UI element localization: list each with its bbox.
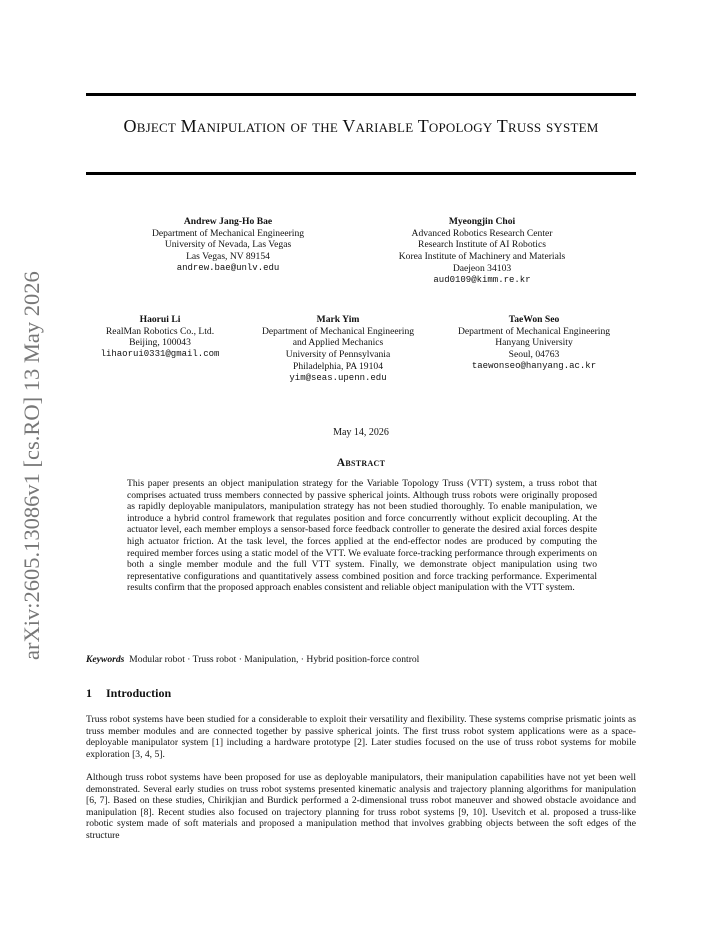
author-email[interactable]: aud0109@kimm.re.kr [433, 274, 531, 285]
author-affiliation: Department of Mechanical Engineering [151, 227, 305, 239]
body-paragraph: Although truss robot systems have been proposed for use as deployable manipulators, their manipulation capabilities have not yet been well demonstrated. Several early studies on truss robot systems presented kinematic analysis and trajectory planning algorithms for manipulation [6, 7]. Based on these studies, Chirikjian and Burdick performed a 2-dimensional truss robot maneuver and showed obstacle avoidance and manipulation [8]. Recent studies also focused on trajectory planning for truss robot systems [9, 10]. Usevitch et al. proposed a truss-like robotic system made of soft materials and proposed a manipulation method that involves grabbing objects between the soft edges of the structure [86, 772, 636, 841]
author-email[interactable]: yim@seas.upenn.edu [289, 372, 387, 383]
author-affiliation: University of Pennsylvania [285, 349, 391, 361]
author-name: Myeongjin Choi [448, 216, 516, 227]
author-affiliation: Research Institute of AI Robotics [418, 239, 546, 251]
author-li [80, 314, 240, 361]
keywords-line [86, 654, 636, 665]
author-name: TaeWon Seo [508, 314, 560, 325]
keywords-text: Modular robot · Truss robot · Manipulation, · Hybrid position-force control [129, 654, 420, 665]
author-affiliation: and Applied Mechanics [292, 337, 384, 349]
author-email[interactable]: taewonseo@hanyang.ac.kr [471, 360, 597, 371]
arxiv-identifier: arXiv:2605.13086v1 [cs.RO] 13 May 2026 [19, 271, 44, 661]
author-affiliation: Seoul, 04763 [508, 349, 560, 361]
author-email[interactable]: andrew.bae@unlv.edu [176, 262, 280, 273]
author-affiliation: Advanced Robotics Research Center [411, 227, 553, 239]
author-affiliation: Daejeon 34103 [452, 262, 512, 274]
keywords-label: Keywords [86, 654, 125, 665]
paper-title: Object Manipulation of the Variable Topology Truss system [123, 116, 599, 136]
author-choi [372, 216, 592, 286]
author-name: Andrew Jang-Ho Bae [183, 216, 273, 227]
author-affiliation: Philadelphia, PA 19104 [293, 360, 383, 372]
author-name: Haorui Li [139, 314, 181, 325]
section-number: 1 [86, 686, 92, 700]
author-email[interactable]: lihaorui0331@gmail.com [100, 349, 220, 360]
author-affiliation: RealMan Robotics Co., Ltd. [105, 325, 215, 337]
author-affiliation: Las Vegas, NV 89154 [186, 251, 270, 263]
author-affiliation: Beijing, 100043 [129, 337, 191, 349]
author-affiliation: Korea Institute of Machinery and Materials [398, 251, 566, 263]
section-heading [86, 686, 171, 701]
abstract-heading: Abstract [336, 457, 386, 469]
abstract-text: This paper presents an object manipulation strategy for the Variable Topology Truss (VTT) system, a truss robot that comprises actuated truss members connected by passive spherical joints. Although truss robots were originally proposed as rapidly deployable manipulators, manipulation strategy has not been studied thoroughly. To enable manipulation, we introduce a hybrid control framework that regulates position and force concurrently without explicit decoupling. At the actuator level, each member employs a sensor-based force feedback controller to generate the desired axial forces despite high actuator friction. At the task level, the forces applied at the end-effector nodes are produced by computing the required member forces using a static model of the VTT. We evaluate force-tracking performance through experiments on both a single member module and the full VTT system. Finally, we demonstrate object manipulation using two representative configurations and quantitatively assess combined position and force tracking performance. Experimental results confirm that the proposed approach enables consistent and reliable object manipulation with the VTT system. [127, 478, 597, 594]
author-seo [436, 314, 632, 373]
author-affiliation: Department of Mechanical Engineering [261, 325, 415, 337]
title-rule-bottom [86, 172, 636, 175]
title-rule-top [86, 93, 636, 96]
section-title: Introduction [106, 686, 172, 700]
body-paragraph: Truss robot systems have been studied for a considerable to exploit their versatility and flexibility. These systems comprise prismatic joints as truss member modules and are connected together by passive spherical joints. The first truss robot system applications were as a space-deployable manipulator system [1] including a hardware prototype [2]. Later studies focused on the use of truss robot systems for mobile exploration [3, 4, 5]. [86, 714, 636, 760]
author-name: Mark Yim [316, 314, 360, 325]
author-bae [128, 216, 328, 275]
author-affiliation: Department of Mechanical Engineering [457, 325, 611, 337]
author-yim [240, 314, 436, 384]
paper-date: May 14, 2026 [333, 427, 389, 438]
author-affiliation: Hanyang University [495, 337, 573, 349]
author-affiliation: University of Nevada, Las Vegas [164, 239, 292, 251]
